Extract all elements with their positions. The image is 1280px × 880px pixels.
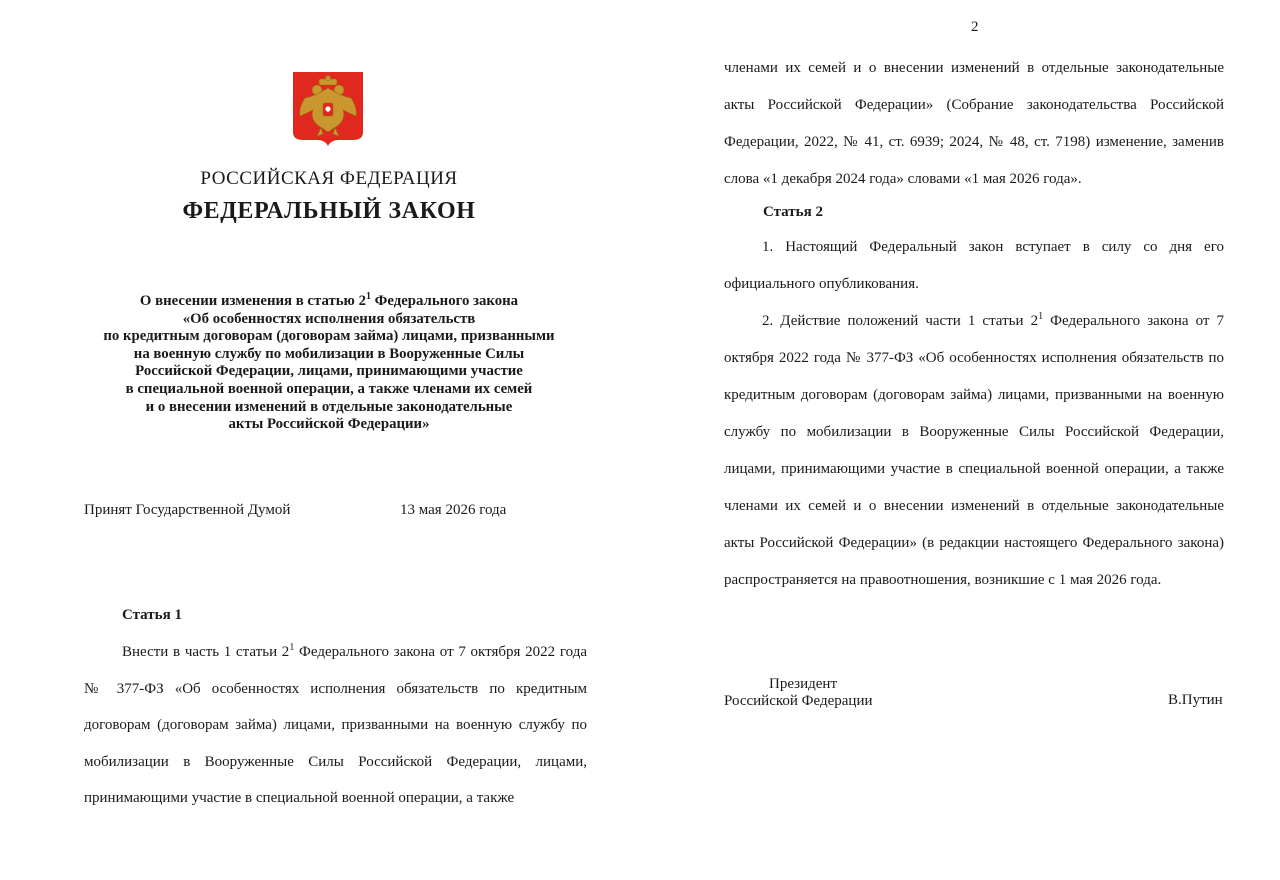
article-1-text: Внести в часть 1 статьи $2^1$ Федерального закона от 7 октября 2022 года № 377-ФЗ «Об особенностях исполнения обязательств по кредитным договорам (договорам займа) лицами, призванными на военную службу по мобилизации в Вооруженные Силы Российской Федерации, лицами, принимающими участие в специальной военной операции, а также: [84, 642, 588, 807]
document-type-heading: ФЕДЕРАЛЬНЫЙ ЗАКОН: [182, 198, 476, 224]
page-number: 2: [971, 19, 979, 35]
article-2-heading: Статья 2: [763, 204, 823, 220]
article-2-item-1: 1. Настоящий Федеральный закон вступает в силу со дня его официального опубликования.: [724, 239, 1224, 292]
title-line: Российской Федерации, лицами, принимающими участие: [135, 363, 523, 380]
title-line: О внесении изменения в статью $2^1$ Федерального закона: [139, 291, 519, 309]
country-heading: РОССИЙСКАЯ ФЕДЕРАЦИЯ: [200, 168, 458, 189]
adopted-by-label: Принят Государственной Думой: [84, 502, 291, 518]
signatory-name: В.Путин: [1168, 692, 1223, 708]
title-line: на военную службу по мобилизации в Вооруженные Силы: [133, 345, 525, 362]
adopted-date: 13 мая 2026 года: [400, 502, 507, 518]
title-line: и о внесении изменений в отдельные законодательные: [145, 398, 513, 415]
article-1-continuation: членами их семей и о внесении изменений в отдельные законодательные акты Российской Федерации» (Собрание законодательства Российской Федерации, 2022, № 41, ст. 6939; 2024, № 48, ст. 7198) изменение, заменив слова «1 декабря 2024 года» словами «1 мая 2026 года».: [724, 60, 1224, 187]
coat-of-arms-icon: [291, 70, 365, 147]
page-two: [640, 0, 1280, 880]
title-line: «Об особенностях исполнения обязательств: [182, 310, 476, 327]
signatory-title: Президент Российской Федерации: [724, 676, 873, 709]
title-line: в специальной военной операции, а также членами их семей: [125, 380, 533, 397]
title-line: по кредитным договорам (договорам займа) лицами, призванными: [103, 328, 555, 345]
law-title: [40, 293, 618, 434]
title-line: акты Российской Федерации»: [228, 416, 430, 433]
article-1-heading: Статья 1: [122, 607, 182, 623]
article-2-item-2: 2. Действие положений части 1 статьи $2^1$ Федерального закона от 7 октября 2022 года № 377-ФЗ «Об особенностях исполнения обязательств по кредитным договорам (договорам займа) лицами, призванными на военную службу по мобилизации в Вооруженные Силы Российской Федерации, лицами, принимающими участие в специальной военной операции, а также членами их семей и о внесении изменений в отдельные законодательные акты Российской Федерации» (в редакции настоящего Федерального закона) распространяется на правоотношения, возникшие с 1 мая 2026 года.: [724, 311, 1224, 588]
